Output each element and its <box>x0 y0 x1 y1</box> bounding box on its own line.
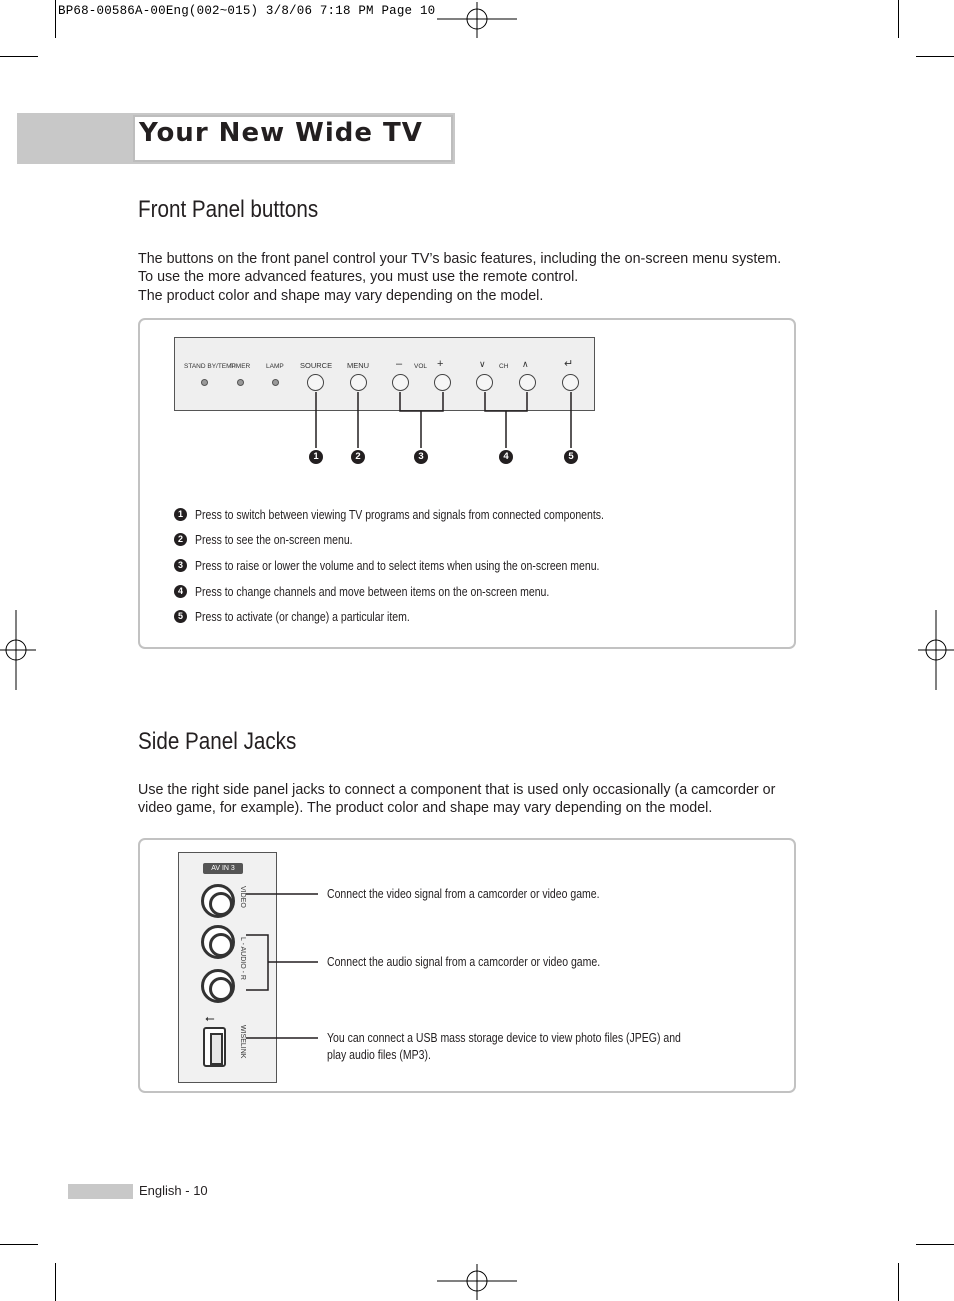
callout-text: Connect the audio signal from a camcorder or video game. <box>327 955 601 969</box>
audio-label: L - AUDIO - R <box>239 937 246 980</box>
intro-line: Use the right side panel jacks to connect a component that is used only occasionally (a camcorder or <box>138 782 776 798</box>
vol-label: VOL <box>414 363 428 370</box>
wiselink-label: WISELINK <box>239 1025 246 1059</box>
page-title: Your New Wide TV <box>139 118 423 148</box>
audio-callout <box>327 954 652 971</box>
footer-bar <box>68 1184 133 1199</box>
item-text: Press to activate (or change) a particular item. <box>195 610 410 624</box>
ch-label: CH <box>499 363 509 370</box>
intro-line: The buttons on the front panel control your TV’s basic features, including the on-screen menu system. <box>138 251 782 267</box>
intro-line: video game, for example). The product color and shape may vary depending on the model. <box>138 800 713 817</box>
lamp-label: LAMP <box>266 363 284 370</box>
enter-icon: ↵ <box>564 358 574 370</box>
vol-minus-label: – <box>396 358 403 370</box>
intro-line: To use the more advanced features, you must use the remote control. <box>138 269 579 286</box>
item-text: Press to switch between viewing TV programs and signals from connected components. <box>195 508 604 522</box>
item-number: 4 <box>174 585 187 598</box>
side-panel-heading: Side Panel Jacks <box>138 728 297 755</box>
callout-number: 1 <box>309 450 323 464</box>
callout-text: Connect the video signal from a camcorder or video game. <box>327 887 600 901</box>
vol-plus-label: + <box>437 358 444 370</box>
callout-number: 4 <box>499 450 513 464</box>
item-text: Press to change channels and move between items on the on-screen menu. <box>195 585 550 599</box>
ch-up-label: ∧ <box>522 359 529 369</box>
page-number: English - 10 <box>139 1183 208 1198</box>
standby-label: STAND BY/TEMP <box>184 363 236 370</box>
item-text: Press to raise or lower the volume and to select items when using the on-screen menu. <box>195 559 600 573</box>
timer-label: TIMER <box>230 363 251 370</box>
item-number: 1 <box>174 508 187 521</box>
usb-callout <box>327 1030 748 1063</box>
video-callout <box>327 886 651 903</box>
front-panel-heading: Front Panel buttons <box>138 196 319 223</box>
intro-line: The product color and shape may vary depending on the model. <box>138 287 544 304</box>
item-number: 5 <box>174 610 187 623</box>
usb-icon: ⭠ <box>205 1011 215 1025</box>
callout-number: 2 <box>351 450 365 464</box>
callout-number: 5 <box>564 450 578 464</box>
source-label: SOURCE <box>300 361 333 370</box>
print-slug: BP68-00586A-00Eng(002~015) 3/8/06 7:18 PM Page 10 <box>58 4 436 18</box>
av-in-badge: AV IN 3 <box>203 863 243 874</box>
menu-label: MENU <box>347 361 370 370</box>
callout-number: 3 <box>414 450 428 464</box>
callout-text: You can connect a USB mass storage device to view photo files (JPEG) and <box>327 1031 681 1045</box>
video-label: VIDEO <box>239 886 246 908</box>
item-number: 3 <box>174 559 187 572</box>
callout-text: play audio files (MP3). <box>327 1047 431 1062</box>
item-text: Press to see the on-screen menu. <box>195 533 353 547</box>
ch-down-label: ∨ <box>479 359 486 369</box>
item-number: 2 <box>174 533 187 546</box>
